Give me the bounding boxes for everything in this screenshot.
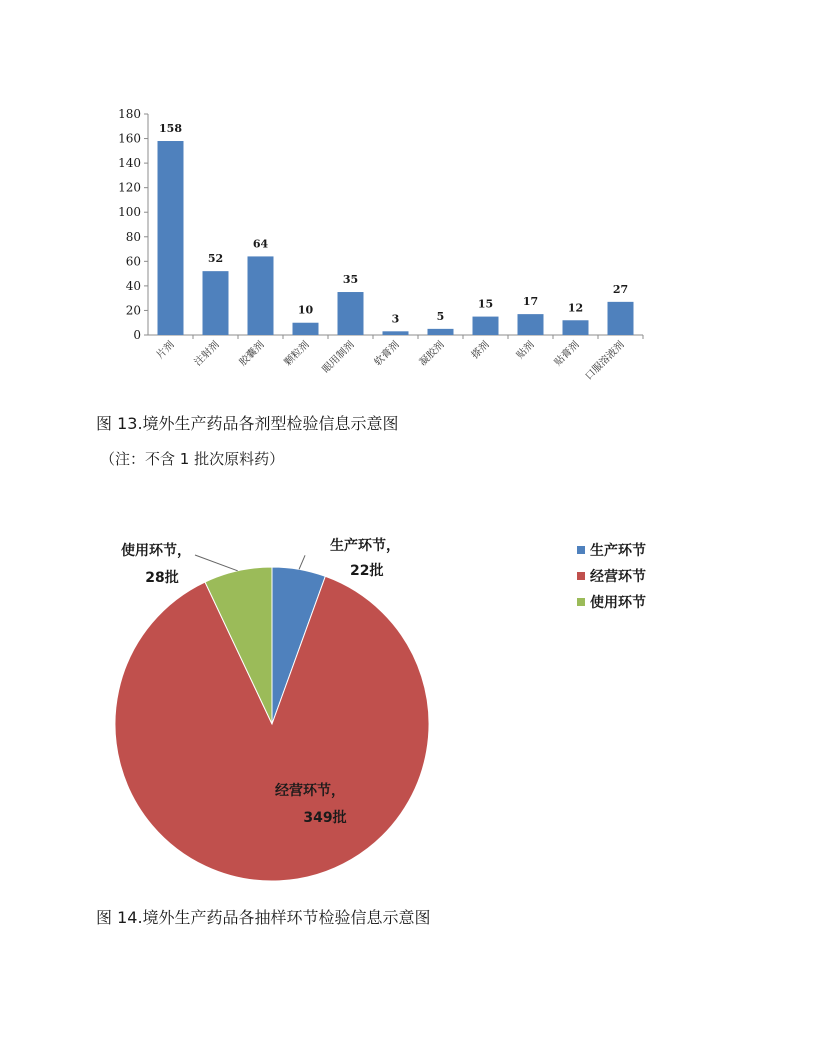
bar — [608, 302, 634, 335]
pie-data-label: 经营环节， — [275, 783, 345, 799]
pie-leader-line — [195, 555, 238, 571]
pie-leader-line — [299, 555, 305, 569]
bar-value-label: 27 — [612, 282, 629, 296]
x-category-label: 搽剂 — [469, 339, 492, 362]
bar — [293, 323, 319, 335]
bar-value-label: 158 — [159, 122, 182, 136]
y-tick-label: 140 — [118, 156, 141, 171]
bar-value-label: 15 — [477, 297, 494, 311]
legend-label: 生产环节 — [590, 543, 646, 559]
bar-value-label: 64 — [252, 237, 269, 251]
pie-data-label: 22批 — [350, 563, 384, 579]
bar — [383, 331, 409, 335]
y-tick-label: 120 — [118, 180, 141, 195]
figure-13-note: （注：不含 1 批次原料药） — [100, 450, 285, 468]
bar — [518, 314, 544, 335]
y-tick-label: 180 — [118, 107, 141, 121]
y-tick-label: 40 — [125, 278, 141, 293]
x-category-label: 贴膏剂 — [552, 339, 582, 369]
x-category-label: 片剂 — [154, 339, 177, 362]
x-category-label: 胶囊剂 — [237, 339, 267, 369]
x-category-label: 凝胶剂 — [417, 339, 447, 369]
x-category-label: 软膏剂 — [372, 339, 402, 369]
x-category-label: 颗粒剂 — [282, 339, 312, 369]
legend-label: 经营环节 — [590, 569, 646, 585]
y-tick-label: 100 — [118, 205, 141, 220]
y-tick-label: 20 — [125, 303, 141, 318]
pie-data-label: 使用环节， — [121, 543, 191, 559]
x-category-label: 眼用制剂 — [320, 339, 357, 376]
bar — [248, 256, 274, 335]
pie-data-label: 生产环节， — [330, 538, 400, 554]
bar — [158, 141, 184, 335]
bar-value-label: 12 — [567, 301, 584, 315]
sampling-stage-pie-chart — [100, 525, 460, 895]
legend-item — [577, 563, 646, 589]
y-tick-label: 0 — [133, 328, 141, 342]
bar — [473, 317, 499, 335]
bar-value-label: 52 — [207, 252, 224, 266]
legend-label: 使用环节 — [590, 595, 646, 611]
legend-swatch — [577, 546, 585, 554]
x-category-label: 注射剂 — [192, 339, 222, 369]
y-tick-label: 160 — [118, 131, 141, 146]
legend-item — [577, 589, 646, 615]
pie-legend — [577, 537, 646, 615]
bar — [563, 320, 589, 335]
pie-data-label: 28批 — [145, 570, 179, 586]
x-category-label: 贴剂 — [514, 339, 537, 362]
dosage-form-bar-chart — [90, 100, 670, 400]
pie-data-label: 349批 — [303, 810, 347, 826]
bar — [338, 292, 364, 335]
y-tick-label: 80 — [125, 229, 141, 244]
legend-item — [577, 537, 646, 563]
legend-swatch — [577, 598, 585, 606]
legend-swatch — [577, 572, 585, 580]
bar-value-label: 35 — [342, 273, 359, 287]
bar — [203, 271, 229, 335]
bar-value-label: 5 — [436, 309, 445, 323]
bar-value-label: 3 — [391, 312, 400, 326]
bar — [428, 329, 454, 335]
figure-13-caption: 图 13.境外生产药品各剂型检验信息示意图 — [96, 414, 399, 433]
bar-value-label: 17 — [522, 295, 539, 309]
y-tick-label: 60 — [125, 254, 141, 269]
figure-14-caption: 图 14.境外生产药品各抽样环节检验信息示意图 — [96, 908, 431, 927]
bar-value-label: 10 — [297, 303, 314, 317]
x-category-label: 口服溶液剂 — [583, 339, 627, 383]
